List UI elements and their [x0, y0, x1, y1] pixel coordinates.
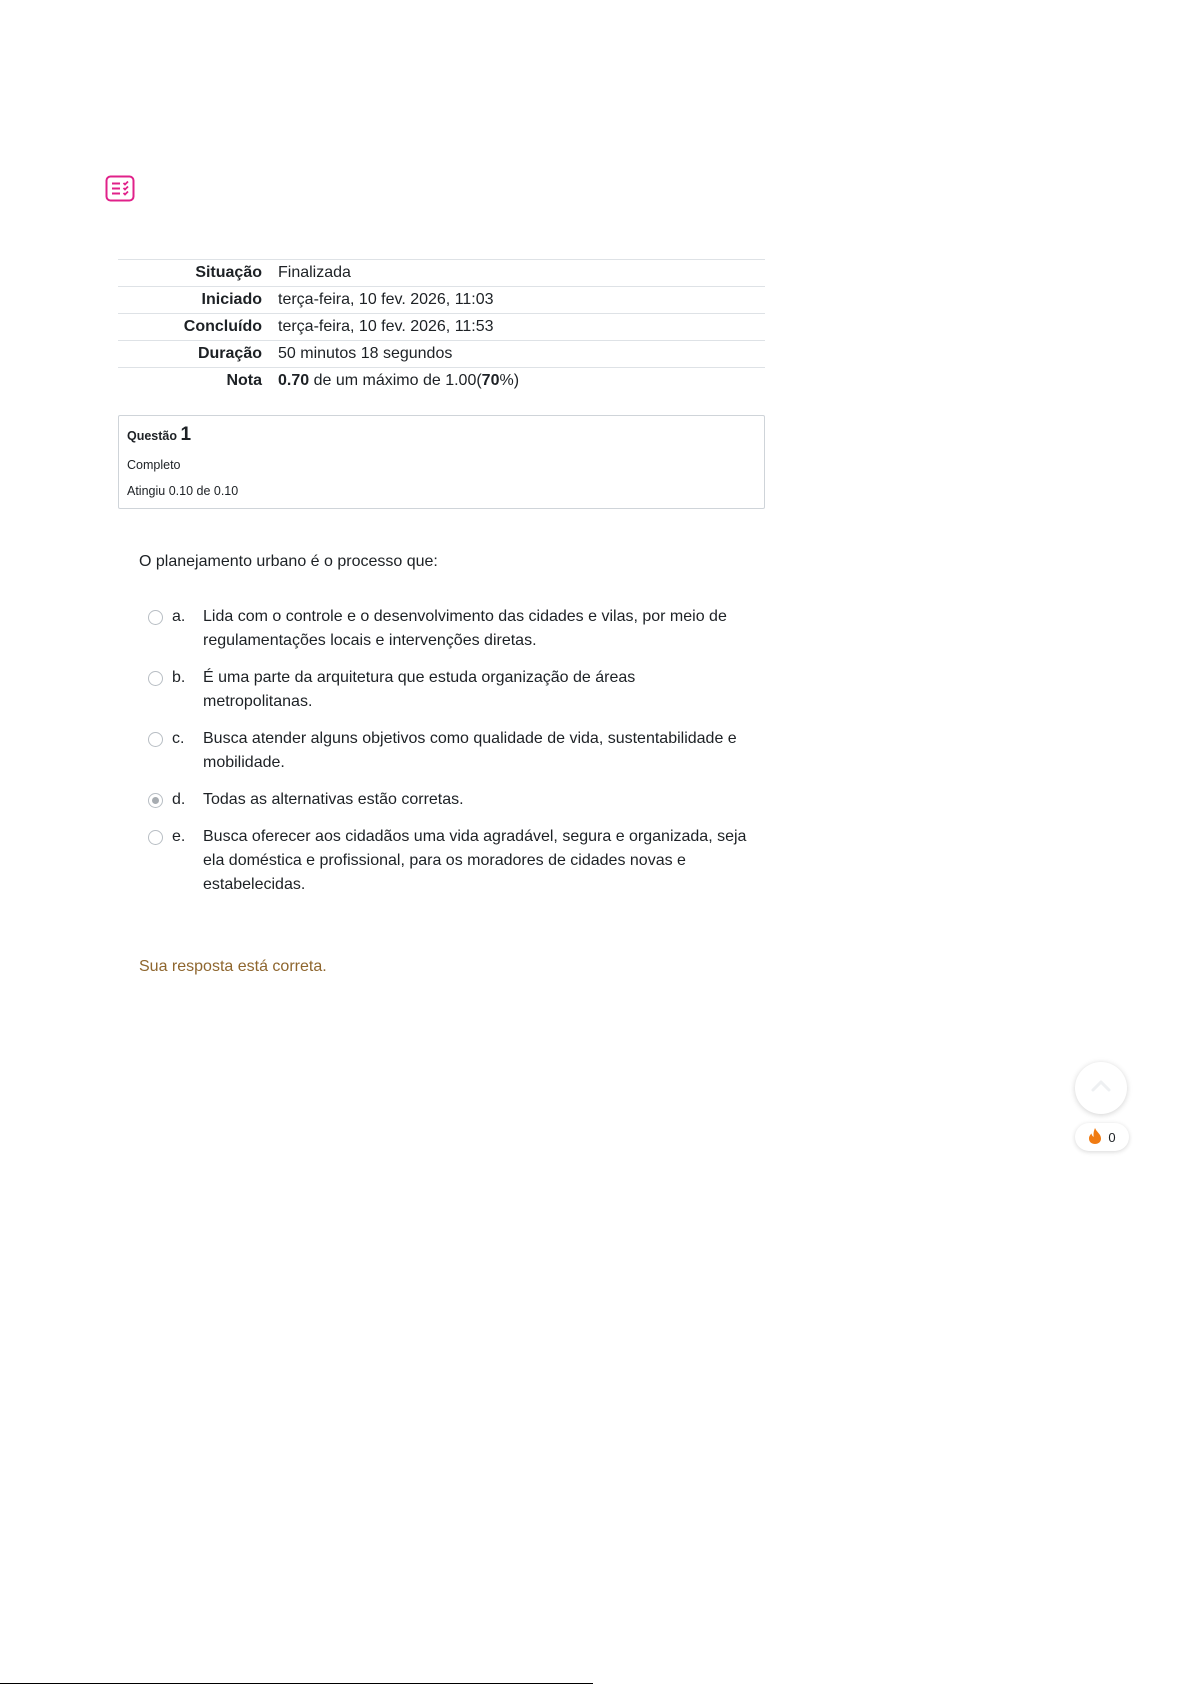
- summary-row-nota: [118, 368, 765, 395]
- answer-letter: c.: [172, 730, 185, 747]
- answer-option-a[interactable]: [148, 605, 748, 653]
- answer-letter: b.: [172, 669, 186, 686]
- grade-middle: de um máximo de 1.00(: [309, 372, 482, 390]
- answer-list: [148, 605, 748, 910]
- summary-row-concluido: [118, 314, 765, 341]
- fire-counter-badge[interactable]: [1075, 1123, 1129, 1151]
- summary-label: Duração: [197, 345, 262, 362]
- summary-value: Finalizada: [278, 264, 351, 281]
- answer-letter: a.: [172, 608, 186, 625]
- answer-radio[interactable]: [148, 610, 163, 625]
- answer-option-b[interactable]: [148, 666, 748, 714]
- fire-count: 0: [1108, 1129, 1116, 1145]
- grade-score: 0.70: [278, 372, 310, 390]
- summary-label: Iniciado: [201, 291, 262, 308]
- answer-radio[interactable]: [148, 732, 163, 747]
- summary-label: Concluído: [183, 318, 262, 335]
- quiz-list-icon: [105, 175, 135, 202]
- grade-value: [278, 368, 765, 395]
- question-number: [127, 424, 756, 446]
- answer-text: Busca oferecer aos cidadãos uma vida agradável, segura e organizada, seja ela doméstica e profissional, para os moradores de cidades novas e estabelecidas.: [203, 828, 747, 893]
- answer-text: Busca atender alguns objetivos como qualidade de vida, sustentabilidade e mobilidade.: [203, 730, 737, 771]
- answer-radio-selected[interactable]: [148, 793, 163, 808]
- answer-feedback: Sua resposta está correta.: [139, 958, 327, 975]
- summary-value: terça-feira, 10 fev. 2026, 11:03: [278, 291, 494, 308]
- question-label: Questão: [127, 429, 178, 443]
- answer-letter: d.: [172, 791, 186, 808]
- page-divider: [0, 1683, 593, 1684]
- summary-row-situacao: [118, 260, 765, 287]
- question-number-value: 1: [180, 424, 192, 445]
- answer-radio[interactable]: [148, 671, 163, 686]
- answer-option-d[interactable]: [148, 788, 748, 812]
- answer-option-c[interactable]: [148, 727, 748, 775]
- summary-value: terça-feira, 10 fev. 2026, 11:53: [278, 318, 494, 335]
- summary-value: 50 minutos 18 segundos: [278, 345, 453, 362]
- summary-row-duracao: [118, 341, 765, 368]
- question-state: Completo: [127, 458, 181, 472]
- answer-radio[interactable]: [148, 830, 163, 845]
- question-text: O planejamento urbano é o processo que:: [139, 553, 438, 570]
- summary-label: Nota: [226, 372, 262, 390]
- question-info-box: [118, 415, 765, 509]
- fire-icon: [1088, 1127, 1102, 1148]
- answer-text: Todas as alternativas estão corretas.: [203, 791, 464, 808]
- answer-option-e[interactable]: [148, 825, 748, 897]
- grade-end: %): [499, 372, 520, 390]
- summary-label: Situação: [195, 264, 262, 281]
- answer-letter: e.: [172, 828, 186, 845]
- summary-row-iniciado: [118, 287, 765, 314]
- attempt-summary-table: [118, 259, 765, 395]
- grade-percent: 70: [481, 372, 500, 390]
- answer-text: Lida com o controle e o desenvolvimento das cidades e vilas, por meio de regulamentações locais e intervenções diretas.: [203, 608, 727, 649]
- scroll-up-icon: [1088, 1073, 1114, 1104]
- scroll-up-button[interactable]: [1075, 1062, 1127, 1114]
- question-mark: Atingiu 0.10 de 0.10: [127, 484, 239, 498]
- answer-text: É uma parte da arquitetura que estuda organização de áreas metropolitanas.: [203, 669, 636, 710]
